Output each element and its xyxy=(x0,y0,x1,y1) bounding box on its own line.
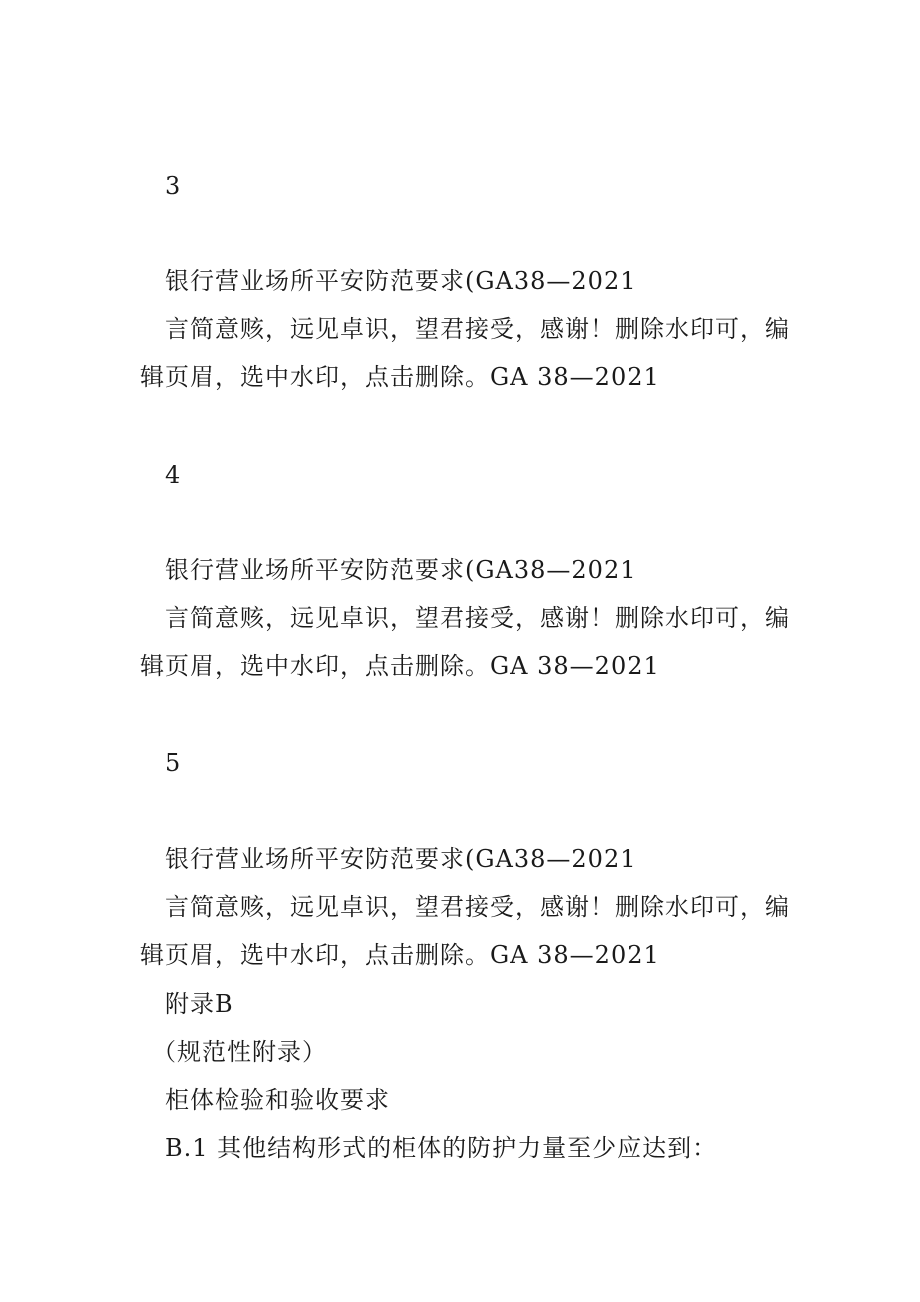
section-header-3: 银行营业场所平安防范要求(GA38—2021 xyxy=(165,267,637,295)
appendix-title: 附录B xyxy=(165,990,234,1018)
appendix-heading: 柜体检验和验收要求 xyxy=(165,1086,390,1114)
page-number-5: 5 xyxy=(165,749,182,777)
section-body-line2-3: 辑页眉，选中水印，点击删除。GA 38—2021 xyxy=(140,363,660,391)
section-header-4: 银行营业场所平安防范要求(GA38—2021 xyxy=(165,556,637,584)
section-body-line1-3: 言简意赅，远见卓识，望君接受，感谢！删除水印可，编 xyxy=(165,315,790,343)
section-body-line2-5: 辑页眉，选中水印，点击删除。GA 38—2021 xyxy=(140,941,660,969)
page-number-3: 3 xyxy=(165,172,182,200)
appendix-clause-b1: B.1 其他结构形式的柜体的防护力量至少应达到： xyxy=(165,1134,718,1162)
section-body-line1-4: 言简意赅，远见卓识，望君接受，感谢！删除水印可，编 xyxy=(165,604,790,632)
section-header-5: 银行营业场所平安防范要求(GA38—2021 xyxy=(165,845,637,873)
section-body-line2-4: 辑页眉，选中水印，点击删除。GA 38—2021 xyxy=(140,652,660,680)
appendix-subtitle: （规范性附录） xyxy=(152,1038,327,1066)
page-number-4: 4 xyxy=(165,461,182,489)
section-body-line1-5: 言简意赅，远见卓识，望君接受，感谢！删除水印可，编 xyxy=(165,893,790,921)
